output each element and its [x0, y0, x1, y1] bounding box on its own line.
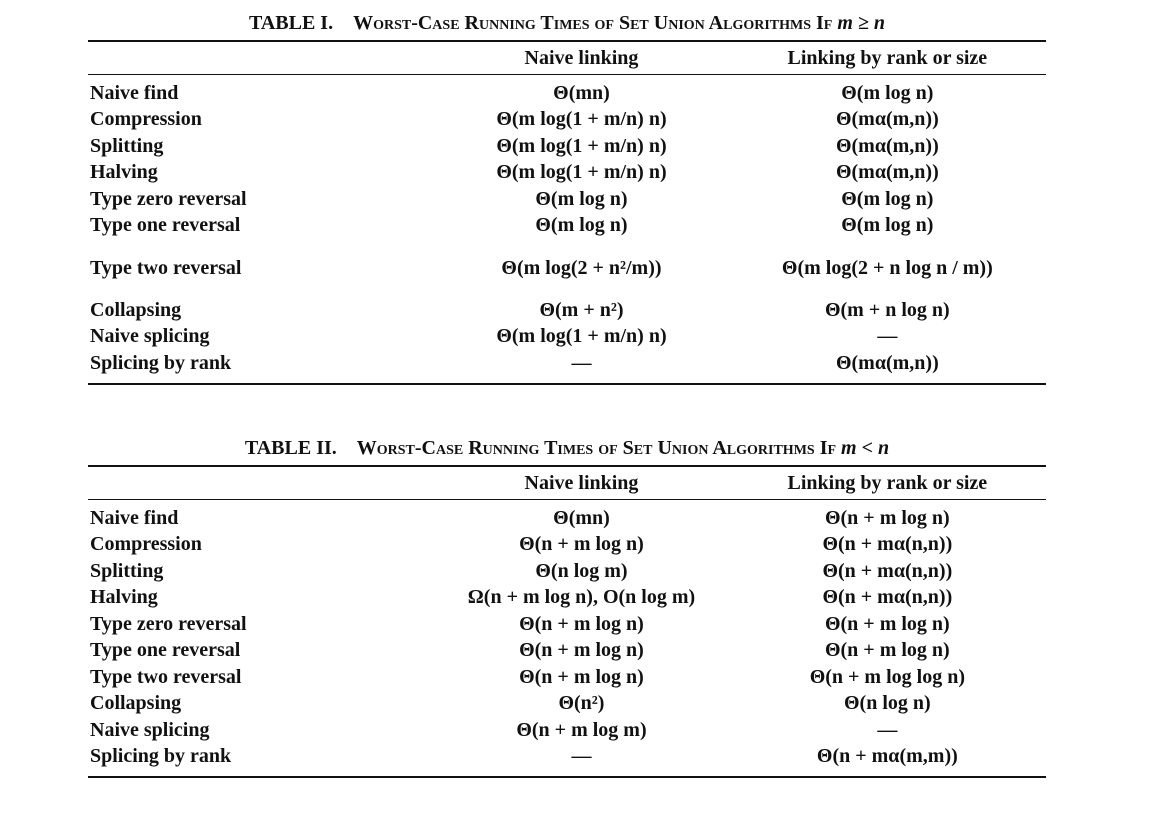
find-method: Splicing by rank — [90, 745, 232, 768]
naive-linking-bound: Θ(n log m) — [535, 559, 628, 582]
table-row — [88, 585, 1046, 612]
naive-linking-bound: Θ(n + m log n) — [519, 612, 644, 635]
naive-linking-bound: Θ(n + m log m) — [516, 718, 647, 741]
naive-linking-bound: Θ(m log n) — [535, 214, 628, 237]
table-row — [88, 297, 1046, 324]
rank-linking-bound: Θ(m log n) — [841, 81, 934, 104]
find-method: Splicing by rank — [90, 351, 232, 374]
naive-linking-bound: Θ(m log(1 + m/n) n) — [496, 161, 667, 184]
find-method: Compression — [90, 533, 202, 556]
bottom-rule — [88, 776, 1046, 778]
find-method: Splitting — [90, 559, 164, 582]
rank-linking-bound: Θ(n + m log n) — [824, 612, 950, 635]
naive-linking-bound: Θ(n + m log n) — [519, 533, 644, 556]
table-row — [88, 133, 1046, 160]
table-row — [88, 160, 1046, 187]
find-method: Collapsing — [90, 692, 182, 715]
rank-linking-bound: Θ(n log n) — [844, 692, 931, 715]
rank-linking-bound: Θ(mα(m,n)) — [835, 161, 939, 184]
rank-linking-bound: Θ(m log(2 + n log n / m)) — [781, 256, 993, 279]
table-row — [88, 324, 1046, 351]
naive-linking-bound: Θ(mn) — [553, 81, 610, 104]
rank-linking-bound: Θ(n + mα(n,n)) — [822, 586, 953, 609]
naive-linking-bound: Θ(m log(1 + m/n) n) — [496, 325, 667, 348]
find-method: Type one reversal — [90, 214, 241, 237]
table-row — [88, 744, 1046, 771]
bottom-rule — [88, 383, 1046, 385]
naive-linking-bound: Θ(m log(1 + m/n) n) — [496, 134, 667, 157]
table-caption — [88, 8, 1046, 40]
header-row — [88, 42, 1046, 74]
find-method: Halving — [90, 586, 158, 609]
header-linking-by-rank: Linking by rank or size — [787, 471, 988, 494]
rank-linking-bound: — — [877, 325, 898, 348]
find-method: Halving — [90, 161, 158, 184]
find-method: Collapsing — [90, 298, 182, 321]
rank-linking-bound: Θ(m log n) — [841, 187, 934, 210]
rank-linking-bound: Θ(n + m log log n) — [809, 665, 965, 688]
table-row — [88, 532, 1046, 559]
find-method: Type zero reversal — [90, 612, 247, 635]
table-2 — [88, 433, 1046, 778]
naive-linking-bound: Θ(m log n) — [535, 187, 628, 210]
table-title: Worst-Case Running Times of Set Union Algorithms If — [353, 12, 833, 34]
table-row — [88, 350, 1046, 377]
rank-linking-bound: Θ(n + mα(n,n)) — [822, 533, 953, 556]
find-method: Naive find — [90, 81, 179, 104]
table-condition: m < n — [841, 437, 890, 459]
table-body — [88, 75, 1046, 377]
table-row — [88, 107, 1046, 134]
find-method: Splitting — [90, 134, 164, 157]
naive-linking-bound: Θ(n + m log n) — [519, 639, 644, 662]
rank-linking-bound: Θ(mα(m,n)) — [835, 134, 939, 157]
find-method: Naive splicing — [90, 325, 210, 348]
table-condition: m ≥ n — [837, 12, 886, 34]
find-method: Type zero reversal — [90, 187, 247, 210]
header-linking-by-rank: Linking by rank or size — [787, 46, 988, 69]
naive-linking-bound: Θ(m + n²) — [539, 298, 624, 321]
table-1 — [88, 8, 1046, 385]
rank-linking-bound: Θ(mα(m,n)) — [835, 351, 939, 374]
naive-linking-bound: Θ(m log(1 + m/n) n) — [496, 108, 667, 131]
table-caption — [88, 433, 1046, 465]
rank-linking-bound: Θ(m + n log n) — [824, 298, 950, 321]
rank-linking-bound: — — [877, 718, 898, 741]
find-method: Type one reversal — [90, 639, 241, 662]
naive-linking-bound: — — [571, 351, 592, 374]
find-method: Compression — [90, 108, 202, 131]
table-row — [88, 213, 1046, 240]
naive-linking-bound: Ω(n + m log n), O(n log m) — [467, 586, 696, 609]
table-title: Worst-Case Running Times of Set Union Algorithms If — [356, 437, 837, 459]
naive-linking-bound: — — [571, 745, 592, 768]
table-row — [88, 505, 1046, 532]
find-method: Naive splicing — [90, 718, 210, 741]
table-row — [88, 611, 1046, 638]
table-row — [88, 664, 1046, 691]
table-row — [88, 691, 1046, 718]
naive-linking-bound: Θ(n + m log n) — [519, 665, 644, 688]
table-label: TABLE II. — [244, 437, 337, 459]
rank-linking-bound: Θ(n + mα(n,n)) — [822, 559, 953, 582]
rank-linking-bound: Θ(n + m log n) — [824, 639, 950, 662]
header-naive-linking: Naive linking — [524, 46, 639, 69]
table-body — [88, 500, 1046, 770]
header-naive-linking: Naive linking — [524, 471, 639, 494]
naive-linking-bound: Θ(m log(2 + n²/m)) — [501, 256, 662, 279]
table-row — [88, 717, 1046, 744]
find-method: Type two reversal — [90, 256, 242, 279]
naive-linking-bound: Θ(n²) — [558, 692, 605, 715]
find-method: Type two reversal — [90, 665, 242, 688]
header-row — [88, 467, 1046, 499]
table-row — [88, 186, 1046, 213]
table-row — [88, 638, 1046, 665]
table-row — [88, 239, 1046, 297]
naive-linking-bound: Θ(mn) — [553, 506, 610, 529]
rank-linking-bound: Θ(mα(m,n)) — [835, 108, 939, 131]
table-row — [88, 80, 1046, 107]
table-label: TABLE I. — [248, 12, 334, 34]
find-method: Naive find — [90, 506, 179, 529]
rank-linking-bound: Θ(m log n) — [841, 214, 934, 237]
table-row — [88, 558, 1046, 585]
rank-linking-bound: Θ(n + m log n) — [824, 506, 950, 529]
rank-linking-bound: Θ(n + mα(m,m)) — [816, 745, 958, 768]
